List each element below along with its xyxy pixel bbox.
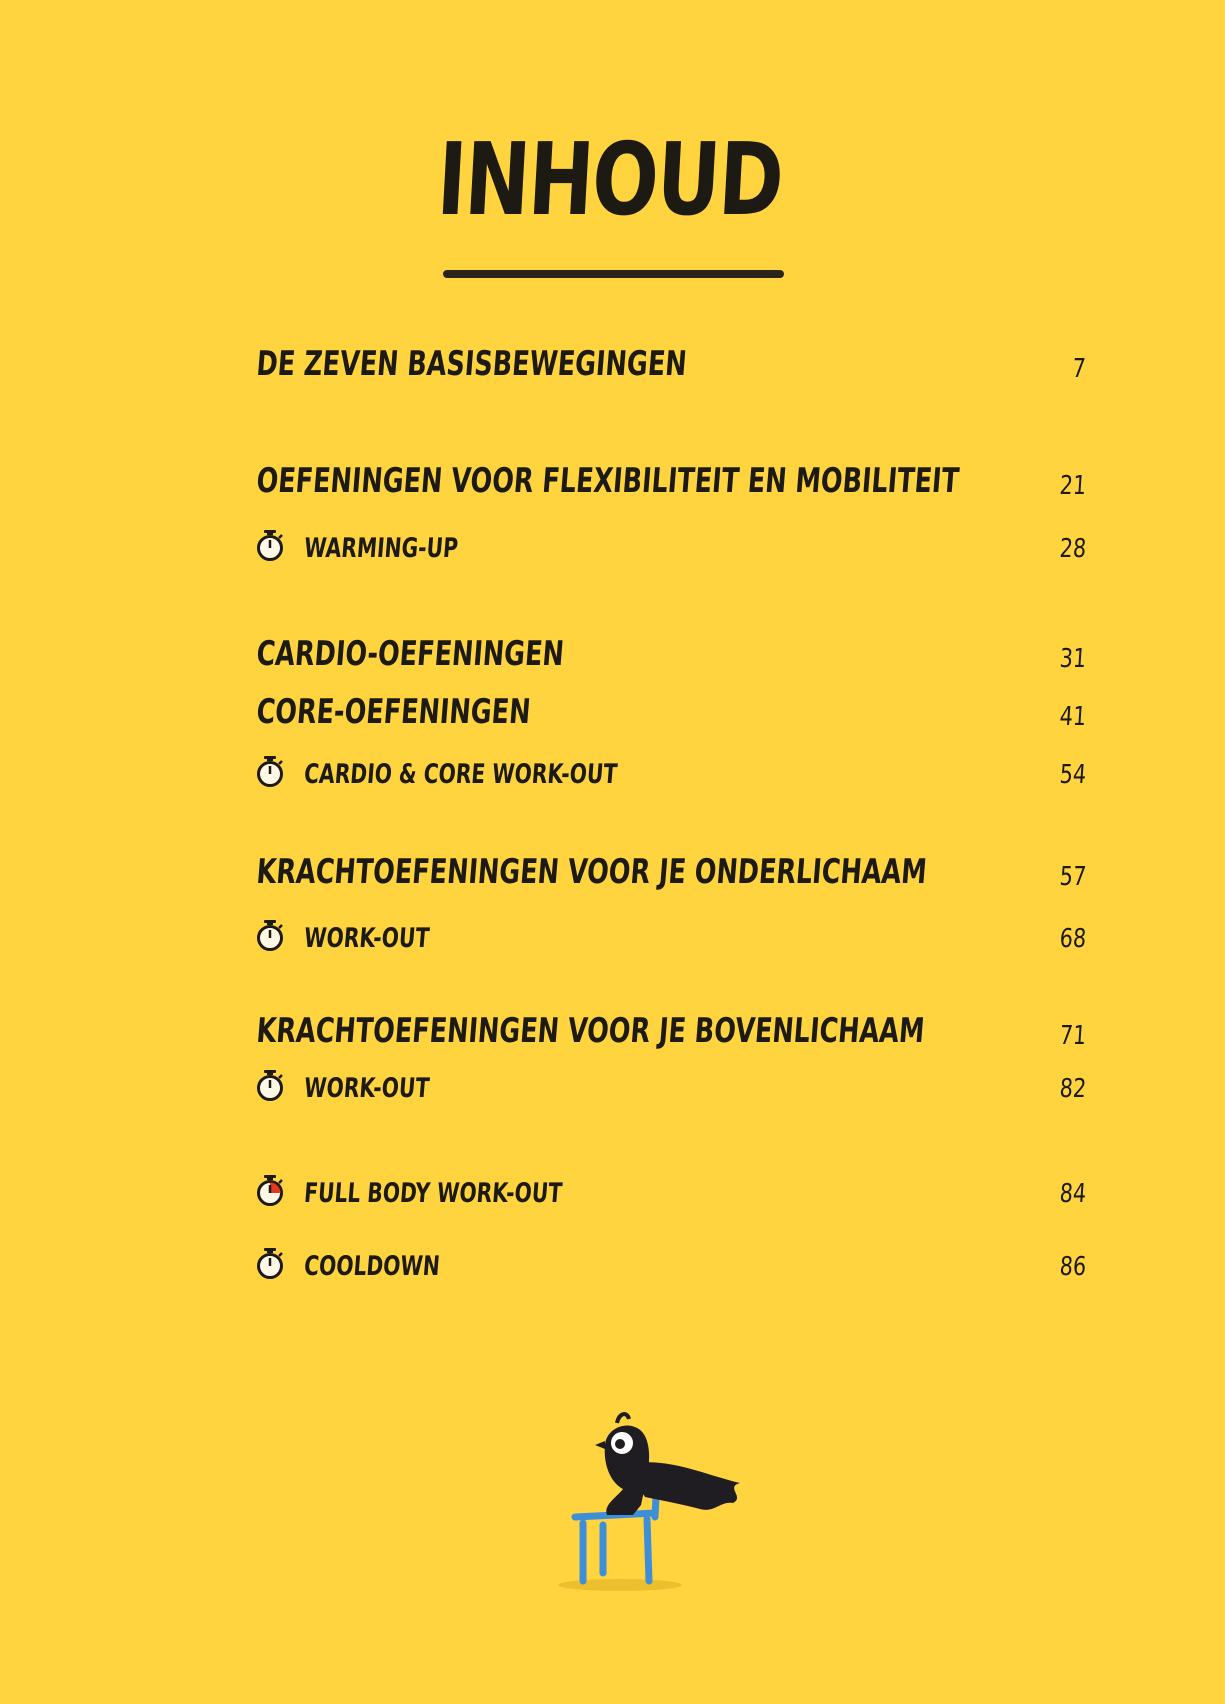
stopwatch-icon [255, 1070, 285, 1102]
stopwatch-icon [255, 920, 285, 952]
entry-label: FULL BODY WORK-OUT [303, 1178, 564, 1209]
entry-page-number: 21 [1058, 471, 1088, 501]
entry-page-number: 86 [1058, 1252, 1088, 1282]
entry-label: WORK-OUT [303, 923, 431, 954]
entry-page-number: 28 [1058, 534, 1088, 564]
entry-label: CARDIO & CORE WORK-OUT [303, 759, 619, 790]
entry-page-number: 68 [1058, 924, 1088, 954]
stopwatch-icon [255, 1248, 285, 1280]
entry-page-number: 41 [1058, 702, 1088, 732]
page-title: INHOUD [434, 121, 786, 238]
toc-entry-cardio-core-workout[interactable] [255, 746, 1088, 796]
toc-entry-onderlichaam[interactable] [255, 848, 1088, 898]
entry-label: OEFENINGEN VOOR FLEXIBILITEIT EN MOBILITEIT [255, 461, 961, 501]
toc-entry-workout-onderlichaam[interactable] [255, 910, 1088, 960]
entry-label: DE ZEVEN BASISBEWEGINGEN [255, 344, 689, 384]
entry-page-number: 54 [1058, 760, 1088, 790]
toc-entry-basisbewegingen[interactable] [255, 340, 1088, 390]
toc-entry-cooldown[interactable] [255, 1238, 1088, 1288]
entry-page-number: 84 [1058, 1179, 1088, 1209]
title-underline [443, 270, 784, 278]
toc-entry-cardio-oefeningen[interactable] [255, 630, 1088, 680]
toc-entry-full-body-workout[interactable] [255, 1165, 1088, 1215]
entry-label: COOLDOWN [303, 1251, 441, 1282]
toc-entry-warming-up[interactable] [255, 520, 1088, 570]
toc-entry-flexibiliteit[interactable] [255, 457, 1088, 507]
entry-page-number: 57 [1058, 862, 1088, 892]
toc-entry-workout-bovenlichaam[interactable] [255, 1060, 1088, 1110]
entry-page-number: 7 [1071, 354, 1088, 384]
entry-page-number: 31 [1058, 644, 1088, 674]
entry-page-number: 71 [1058, 1021, 1088, 1051]
entry-label: CORE-OEFENINGEN [255, 692, 532, 732]
entry-label: WORK-OUT [303, 1073, 431, 1104]
entry-label: KRACHTOEFENINGEN VOOR JE BOVENLICHAAM [255, 1011, 926, 1051]
toc-entry-core-oefeningen[interactable] [255, 688, 1088, 738]
entry-page-number: 82 [1058, 1074, 1088, 1104]
entry-label: WARMING-UP [303, 533, 460, 564]
entry-label: KRACHTOEFENINGEN VOOR JE ONDERLICHAAM [255, 852, 929, 892]
toc-entry-bovenlichaam[interactable] [255, 1007, 1088, 1057]
entry-label: CARDIO-OEFENINGEN [255, 634, 566, 674]
bird-on-chair-illustration [545, 1405, 785, 1595]
stopwatch-icon [255, 530, 285, 562]
stopwatch-red-icon [255, 1175, 285, 1207]
stopwatch-icon [255, 756, 285, 788]
